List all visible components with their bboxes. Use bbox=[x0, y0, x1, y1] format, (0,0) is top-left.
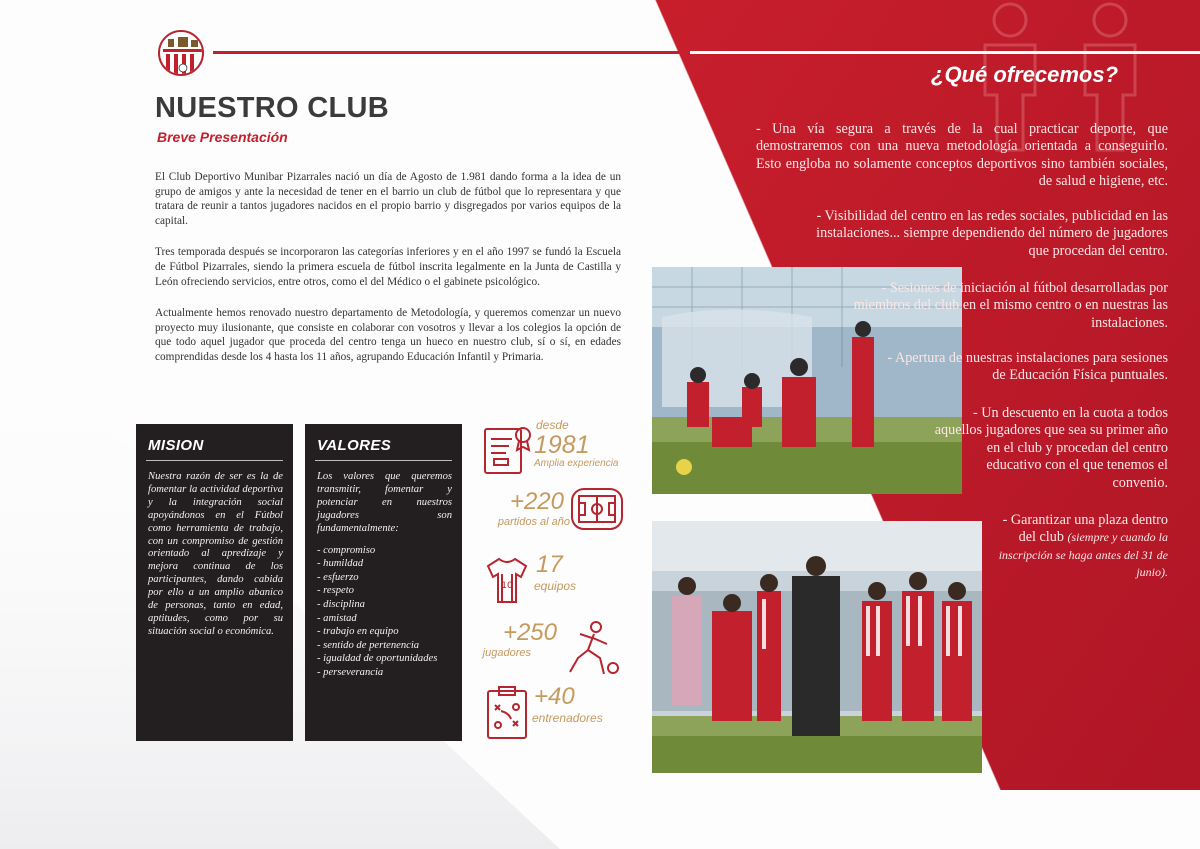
stat-since-caption: Amplia experiencia bbox=[534, 458, 619, 469]
team-photo-huddle bbox=[652, 521, 982, 773]
offer-item: - Visibilidad del centro en las redes sociales, publicidad en las instalaciones... siempre dependiendo del número de jugadores que procedan del centro. bbox=[816, 208, 1168, 259]
stat-players bbox=[477, 619, 557, 659]
svg-text:10: 10 bbox=[501, 581, 513, 591]
offer-item-note: (siempre y cuando la inscripción se haga antes del 31 de junio). bbox=[998, 530, 1168, 580]
valores-heading: VALORES bbox=[317, 437, 392, 454]
intro-paragraph: Tres temporada después se incorporaron las categorías inferiores y en el año 1997 se fundó la Escuela de Fútbol Pizarrales, siendo la primera escuela de fútbol inscrita legalmente en la Junta de Castilla y León ofreciendo servicios, entre otros, como el del Médico o el gabinete psicológico. bbox=[155, 246, 621, 288]
offer-item bbox=[990, 512, 1168, 582]
stat-matches-value: +220 bbox=[509, 488, 564, 515]
mision-text: Nuestra razón de ser es la de fomentar la actividad deportiva y la integración social apoyándonos en el Fútbol como herramienta de trabajo, con un compromiso de gestión orientado al apredizaje y mejora continua de los participantes, dando cabida por ello a un amplio abanico de personas, tanto en edad, aptitudes, como por su situación social o económica. bbox=[148, 471, 283, 637]
stat-since bbox=[534, 418, 644, 469]
valores-box bbox=[305, 424, 462, 741]
valores-text: Los valores que queremos transmitir, fomentar y potenciar en nuestros jugadores son fundamentalmente: bbox=[317, 471, 452, 534]
player-kicking-icon bbox=[566, 620, 622, 678]
list-item: - perseverancia bbox=[317, 666, 384, 678]
stat-players-value: +250 bbox=[502, 619, 557, 646]
valores-list bbox=[305, 536, 462, 680]
header-divider-line bbox=[213, 51, 683, 54]
list-item: - compromiso bbox=[317, 544, 376, 556]
list-item: - igualdad de oportunidades bbox=[317, 653, 438, 665]
list-item: - amistad bbox=[317, 612, 357, 624]
page-title: NUESTRO CLUB bbox=[155, 92, 389, 124]
stat-matches bbox=[478, 488, 570, 528]
intro-text bbox=[155, 170, 621, 382]
intro-paragraph: El Club Deportivo Munibar Pizarrales nació un día de Agosto de 1.981 dando forma a la idea de un grupo de amigos y ante la necesidad de tener en el barrio un club de fútbol que lo representara y que tratara de reunir a tantos jugadores nacidos en el propio barrio y disgregados por varios equipos de la capital. bbox=[155, 171, 621, 227]
certificate-icon bbox=[482, 423, 534, 479]
offer-item: - Sesiones de iniciación al fútbol desarrolladas por miembros del club en el mismo centro o en nuestras las instalaciones. bbox=[853, 280, 1168, 331]
stat-teams-caption: equipos bbox=[534, 579, 577, 593]
stat-since-label: desde bbox=[536, 418, 569, 432]
list-item: - trabajo en equipo bbox=[317, 626, 399, 638]
offer-item-main: - Garantizar una plaza dentro del club bbox=[1002, 512, 1168, 546]
mision-box bbox=[136, 424, 293, 741]
list-item: - respeto bbox=[317, 585, 354, 597]
stat-coaches bbox=[532, 683, 632, 725]
stat-coaches-caption: entrenadores bbox=[532, 711, 603, 725]
list-item: - esfuerzo bbox=[317, 571, 359, 583]
list-item: - sentido de pertenencia bbox=[317, 639, 420, 651]
offer-item: - Apertura de nuestras instalaciones para sesiones de Educación Física puntuales. bbox=[887, 350, 1168, 384]
list-item: - humildad bbox=[317, 558, 364, 570]
header-divider-line-white bbox=[690, 51, 1200, 54]
list-item: - disciplina bbox=[317, 598, 365, 610]
tactics-board-icon bbox=[485, 685, 529, 741]
page-subtitle: Breve Presentación bbox=[157, 129, 288, 145]
mision-heading: MISION bbox=[148, 437, 204, 454]
club-crest-icon bbox=[158, 30, 204, 76]
offer-item: - Una vía segura a través de la cual practicar deporte, que demostraremos con una nueva metodología orientada a conseguirlo. Esto engloba no solamente conceptos deportivos sino también sociales, de salud e higiene, etc. bbox=[756, 121, 1168, 190]
offer-item: - Un descuento en la cuota a todos aquellos jugadores que sea su primer año en el club y procedan del centro educativo con el que tenemos el convenio. bbox=[934, 405, 1168, 491]
offer-title: ¿Qué ofrecemos? bbox=[931, 62, 1119, 87]
jersey-icon bbox=[485, 556, 529, 606]
stat-teams bbox=[534, 551, 594, 593]
stadium-icon bbox=[570, 487, 624, 531]
stat-coaches-value: +40 bbox=[534, 683, 575, 710]
stat-teams-value: 17 bbox=[536, 551, 563, 578]
stat-since-value: 1981 bbox=[534, 431, 590, 459]
stat-players-caption: jugadores bbox=[482, 647, 531, 659]
stat-matches-caption: partidos al año bbox=[497, 516, 570, 528]
intro-paragraph: Actualmente hemos renovado nuestro departamento de Metodología, y queremos comenzar un nuevo proyecto muy ilusionante, que consiste en colaborar con vosotros y llevar a los colegios la opción de que todo aquel jugador que proceda del centro tenga un hueco en nuestro club, sí o sí, en edades comprendidas desde los 4 hasta los 11 años, agrupando Educación Infantil y Primaria. bbox=[155, 307, 621, 363]
